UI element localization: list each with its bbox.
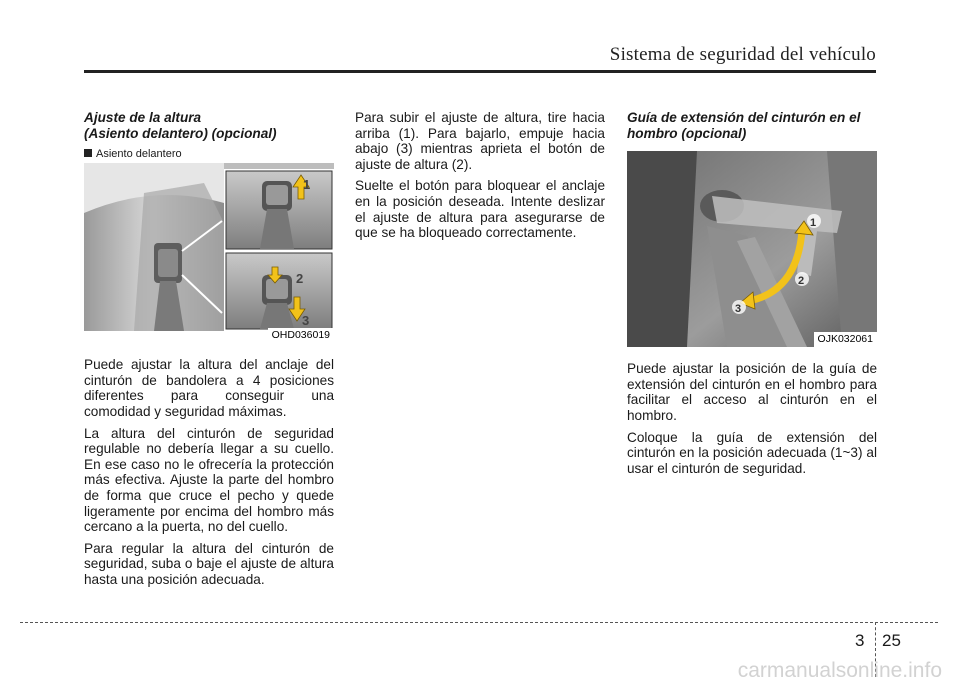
section-number: 3 <box>855 631 865 650</box>
figure-height-adjuster <box>84 147 334 343</box>
heading-line-2: hombro (opcional) <box>627 125 747 141</box>
heading-line-1: Guía de extensión del cinturón en el <box>627 110 861 125</box>
figure-code: OHD036019 <box>268 328 334 343</box>
column-2 <box>355 110 605 247</box>
callout-2: 2 <box>296 271 304 287</box>
figure-extension-guide <box>627 151 877 347</box>
heading-line-2: (Asiento delantero) (opcional) <box>84 125 277 141</box>
figure-code: OJK032061 <box>814 332 877 347</box>
paragraph-2: Coloque la guía de extensión del cinturón en la posición adecuada (1~3) al usar el cinturón de seguridad. <box>627 429 877 476</box>
column-3 <box>627 110 877 482</box>
paragraph-2: La altura del cinturón de seguridad regulable no debería llegar a su cuello. En ese caso no le ofrecería la protección más efectiva. Ajuste la parte del hombro de forma que cruce el pecho y quede ligeramente por encima del hombro más cercano a la puerta, no del cuello. <box>84 425 334 535</box>
callout-3: 3 <box>302 313 310 329</box>
paragraph-1: Puede ajustar la posición de la guía de extensión del cinturón en el hombro para facilitar el acceso al cinturón en el hombro. <box>627 361 877 423</box>
paragraph-1: Puede ajustar la altura del anclaje del cinturón de bandolera a 4 posiciones diferentes para conseguir una comodidad y seguridad máximas. <box>84 357 334 419</box>
section-heading-height-adjust <box>84 110 334 141</box>
watermark: carmanualsonline.info <box>737 659 942 682</box>
column-1 <box>84 110 334 594</box>
paragraph-1: Para subir el ajuste de altura, tire hacia arriba (1). Para bajarlo, empuje hacia abajo (3) mientras aprieta el botón de ajuste de altura (2). <box>355 110 605 172</box>
running-header-title: Sistema de seguridad del vehículo <box>609 44 876 65</box>
figure-label-text: Asiento delantero <box>96 148 182 161</box>
callout-2: 2 <box>798 275 805 288</box>
height-adjuster-illustration <box>84 163 334 331</box>
paragraph-2: Suelte el botón para bloquear el anclaje en la posición deseada. Intente deslizar el ajuste de altura para asegurarse de que se ha bloqueado correctamente. <box>355 178 605 241</box>
callout-1: 1 <box>810 217 817 230</box>
callout-1: 1 <box>303 177 311 193</box>
figure-label <box>84 147 334 161</box>
page-number: 25 <box>882 631 901 650</box>
callout-3: 3 <box>735 303 742 316</box>
paragraph-3: Para regular la altura del cinturón de seguridad, suba o baje el ajuste de altura hasta una posición adecuada. <box>84 540 334 587</box>
heading-line-1: Ajuste de la altura <box>84 110 202 125</box>
header-rule <box>84 70 876 73</box>
section-heading-guide <box>627 110 877 141</box>
footer-rule <box>20 622 938 623</box>
extension-guide-illustration <box>627 151 877 347</box>
square-bullet-icon <box>84 149 92 157</box>
